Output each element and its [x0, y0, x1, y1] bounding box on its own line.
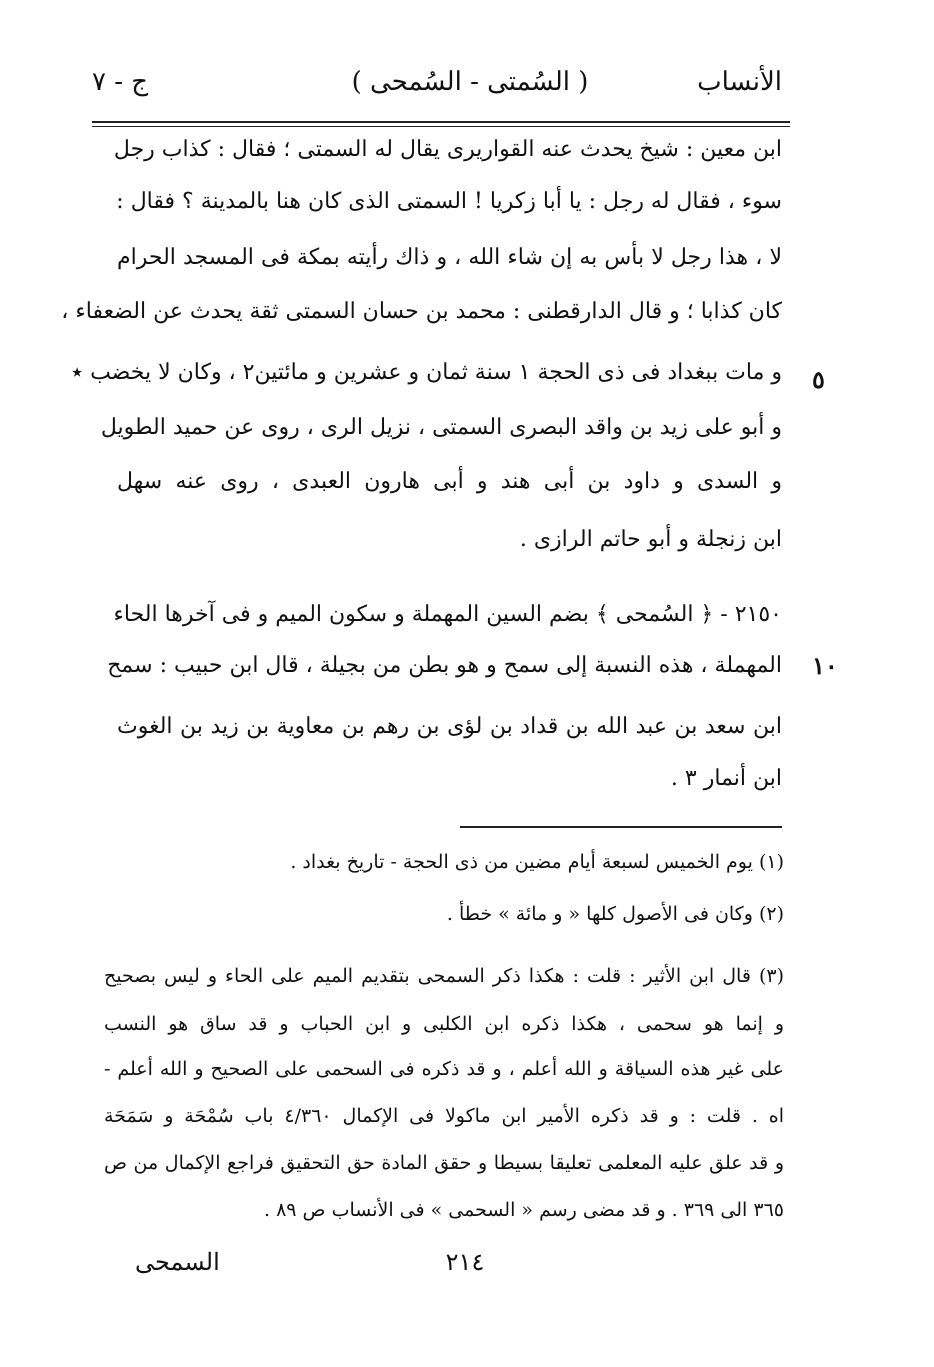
footnote-3-line: ٣٦٥ الى ٣٦٩ . و قد مضى رسم « السحمى » فى الأنساب ص ٨٩ . — [264, 1199, 784, 1221]
running-head-book-title: الأنساب — [697, 67, 782, 97]
margin-line-number: ٥ — [812, 365, 825, 394]
text-line: و مات ببغداد فى ذى الحجة ١ سنة ثمان و عشرين و مائتين٢ ، وكان لا يخضب ٭ — [71, 360, 782, 385]
footnote-1: (١) يوم الخميس لسبعة أيام مضين من ذى الحجة - تاريخ بغداد . — [290, 851, 784, 873]
footnote-3-line: اه . قلت : و قد ذكره الأمير ابن ماكولا فى الإكمال ٤/٣٦٠ باب سُمْحَة و سَمَحَة — [104, 1105, 785, 1127]
footnote-separator — [460, 826, 782, 828]
text-line: و أبو على زيد بن واقد البصرى السمتى ، نزيل الرى ، روى عن حميد الطويل — [100, 415, 782, 440]
footnote-3-line: و إنما هو سحمى ، هكذا ذكره ابن الكلبى و ابن الحباب و قد ساق هو النسب — [104, 1013, 784, 1035]
text-line: المهملة ، هذه النسبة إلى سمح و هو بطن من بجيلة ، قال ابن حبيب : سمح — [107, 653, 782, 678]
text-line: ابن سعد بن عبد الله بن قداد بن لؤى بن رهم بن معاوية بن زيد بن الغوث — [117, 714, 782, 739]
text-line: ابن أنمار ٣ . — [670, 766, 782, 791]
page-number: ٢١٤ — [445, 1248, 485, 1276]
catchword: السمحى — [135, 1248, 220, 1276]
text-line: لا ، هذا رجل لا بأس به إن شاء الله ، و ذاك رأيته بمكة فى المسجد الحرام — [117, 245, 782, 270]
text-line: ابن زنجلة و أبو حاتم الرازى . — [519, 527, 782, 552]
text-line: سوء ، فقال له رجل : يا أبا زكريا ! السمتى الذى كان هنا بالمدينة ؟ فقال : — [116, 189, 782, 214]
header-rule-thin — [92, 126, 790, 127]
footnote-3-line: و قد علق عليه المعلمى تعليقا بسيطا و حقق المادة حق التحقيق فراجع الإكمال من ص — [104, 1152, 784, 1174]
text-line: كان كذابا ؛ و قال الدارقطنى : محمد بن حسان السمتى ثقة يحدث عن الضعفاء ، — [61, 299, 782, 324]
text-line: ابن معين : شيخ يحدث عنه القواريرى يقال له السمتى ؛ فقال : كذاب رجل — [113, 137, 782, 162]
footnote-2: (٢) وكان فى الأصول كلها « و مائة » خطأ . — [446, 903, 784, 925]
margin-line-number: ١٠ — [812, 651, 838, 680]
running-head-entry-range: ( السُمتى - السُمحى ) — [351, 67, 589, 97]
running-head-volume: ج - ٧ — [92, 67, 149, 97]
header-rule-thick — [92, 121, 790, 123]
text-line: و السدى و داود بن أبى هند و أبى هارون العبدى ، روى عنه سهل — [117, 469, 782, 494]
footnote-3-line: على غير هذه السياقة و الله أعلم ، و قد ذكره فى السحمى على الصحيح و الله أعلم - — [104, 1058, 784, 1080]
footnote-3-line: (٣) قال ابن الأثير : قلت : هكذا ذكر السمحى بتقديم الميم على الحاء و ليس بصحيح — [104, 965, 784, 987]
entry-heading-line: ٢١٥٠ - ﴿ السُمحى ﴾ بضم السين المهملة و سكون الميم و فى آخرها الحاء — [113, 602, 782, 627]
